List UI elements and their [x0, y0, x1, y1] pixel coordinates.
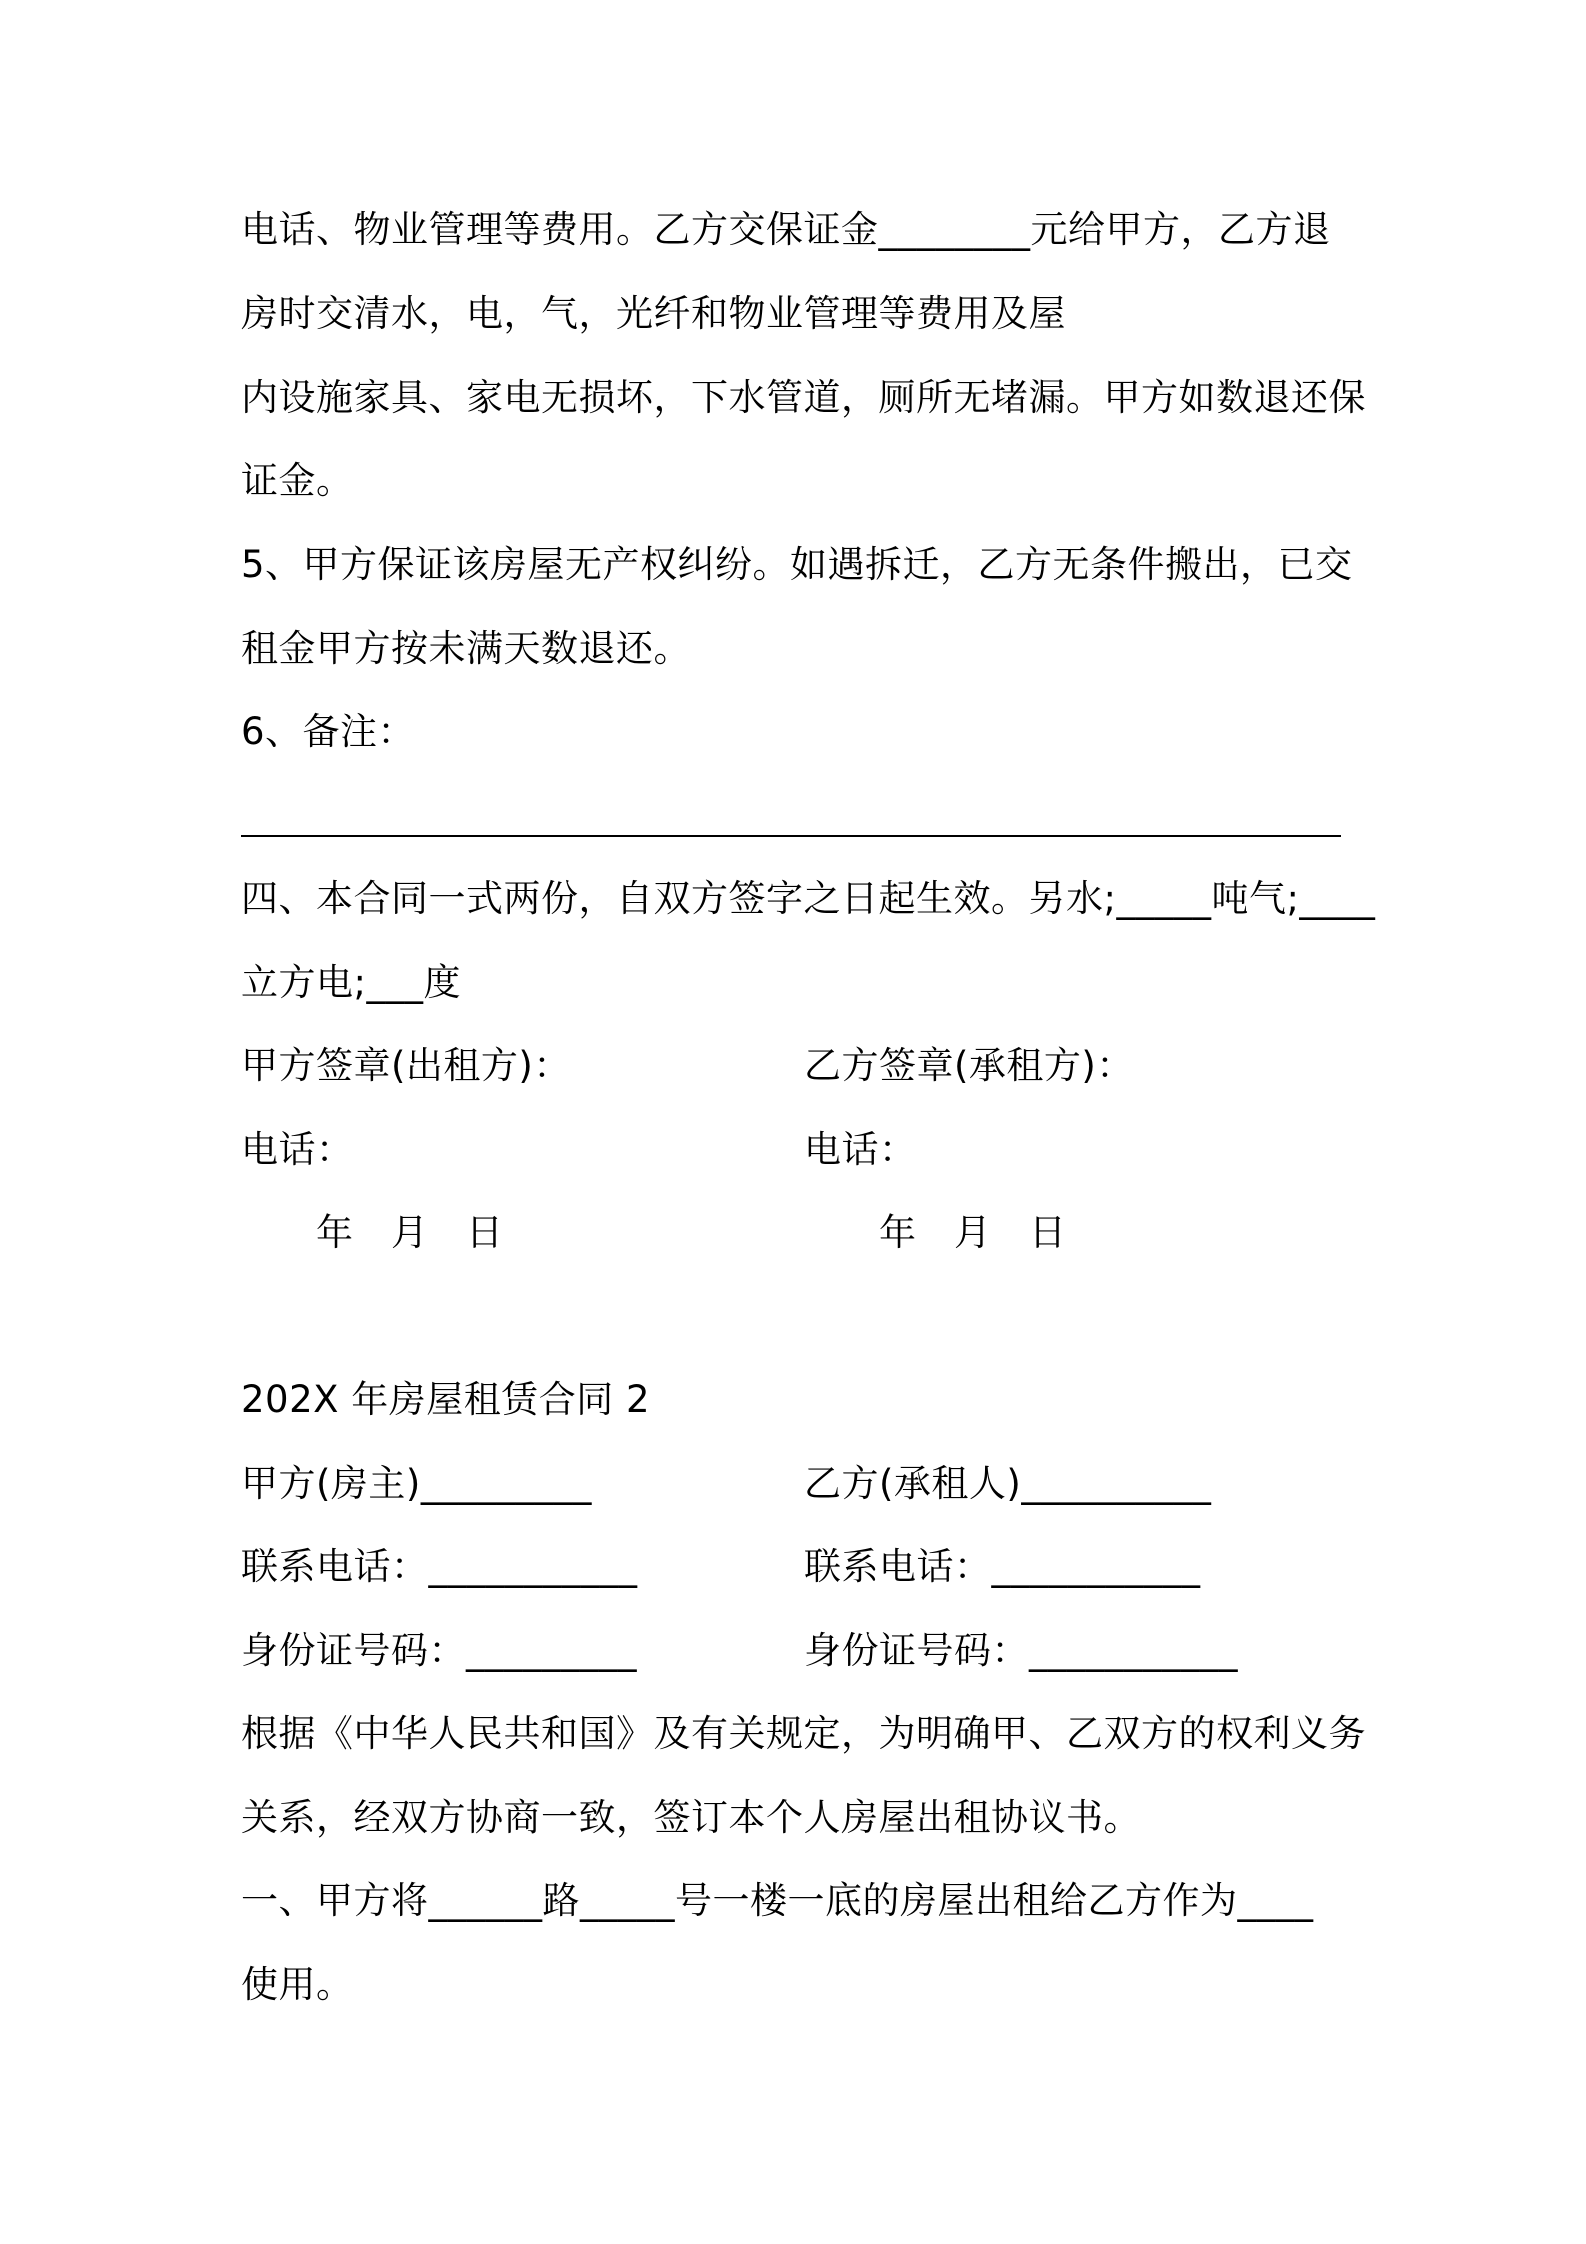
- preamble-line: 关系，经双方协商一致，签订本个人房屋出租协议书。: [241, 1796, 1141, 1839]
- remarks-blank-line: [241, 835, 1341, 837]
- landlord-id-field: 身份证号码：_________: [241, 1629, 637, 1672]
- party-a-signature-label: 甲方签章(出租方)：: [241, 1044, 571, 1087]
- party-b-signature-label: 乙方签章(承租方)：: [804, 1044, 1134, 1087]
- party-b-phone-label: 电话：: [804, 1128, 917, 1171]
- landlord-field: 甲方(房主)_________: [241, 1462, 592, 1505]
- text-line: 内设施家具、家电无损坏，下水管道，厕所无堵漏。甲方如数退还保: [241, 376, 1366, 419]
- clause-1-line: 使用。: [241, 1963, 354, 2006]
- tenant-field: 乙方(承租人)__________: [804, 1462, 1212, 1505]
- party-a-date: 年 月 日: [316, 1211, 504, 1254]
- clause-1-line: 一、甲方将______路_____号一楼一底的房屋出租给乙方作为____: [241, 1879, 1314, 1922]
- text-line: 房时交清水，电，气，光纤和物业管理等费用及屋: [241, 292, 1066, 335]
- preamble-line: 根据《中华人民共和国》及有关规定，为明确甲、乙双方的权利义务: [241, 1712, 1366, 1755]
- remarks-label: 6、备注：: [241, 710, 416, 753]
- clause-4-line: 四、本合同一式两份，自双方签字之日起生效。另水;_____吨气;____: [241, 877, 1376, 920]
- party-a-phone-label: 电话：: [241, 1128, 354, 1171]
- clause-4-line: 立方电;___度: [241, 961, 461, 1004]
- party-b-date: 年 月 日: [879, 1211, 1067, 1254]
- tenant-id-field: 身份证号码：___________: [804, 1629, 1238, 1672]
- clause-5-line: 5、甲方保证该房屋无产权纠纷。如遇拆迁，乙方无条件搬出，已交: [241, 543, 1353, 586]
- contract-2-title: 202X 年房屋租赁合同 2: [241, 1378, 651, 1421]
- landlord-phone-field: 联系电话：___________: [241, 1545, 638, 1588]
- text-line: 电话、物业管理等费用。乙方交保证金________元给甲方，乙方退: [241, 208, 1331, 251]
- clause-5-line: 租金甲方按未满天数退还。: [241, 627, 691, 670]
- text-line: 证金。: [241, 459, 354, 502]
- tenant-phone-field: 联系电话：___________: [804, 1545, 1201, 1588]
